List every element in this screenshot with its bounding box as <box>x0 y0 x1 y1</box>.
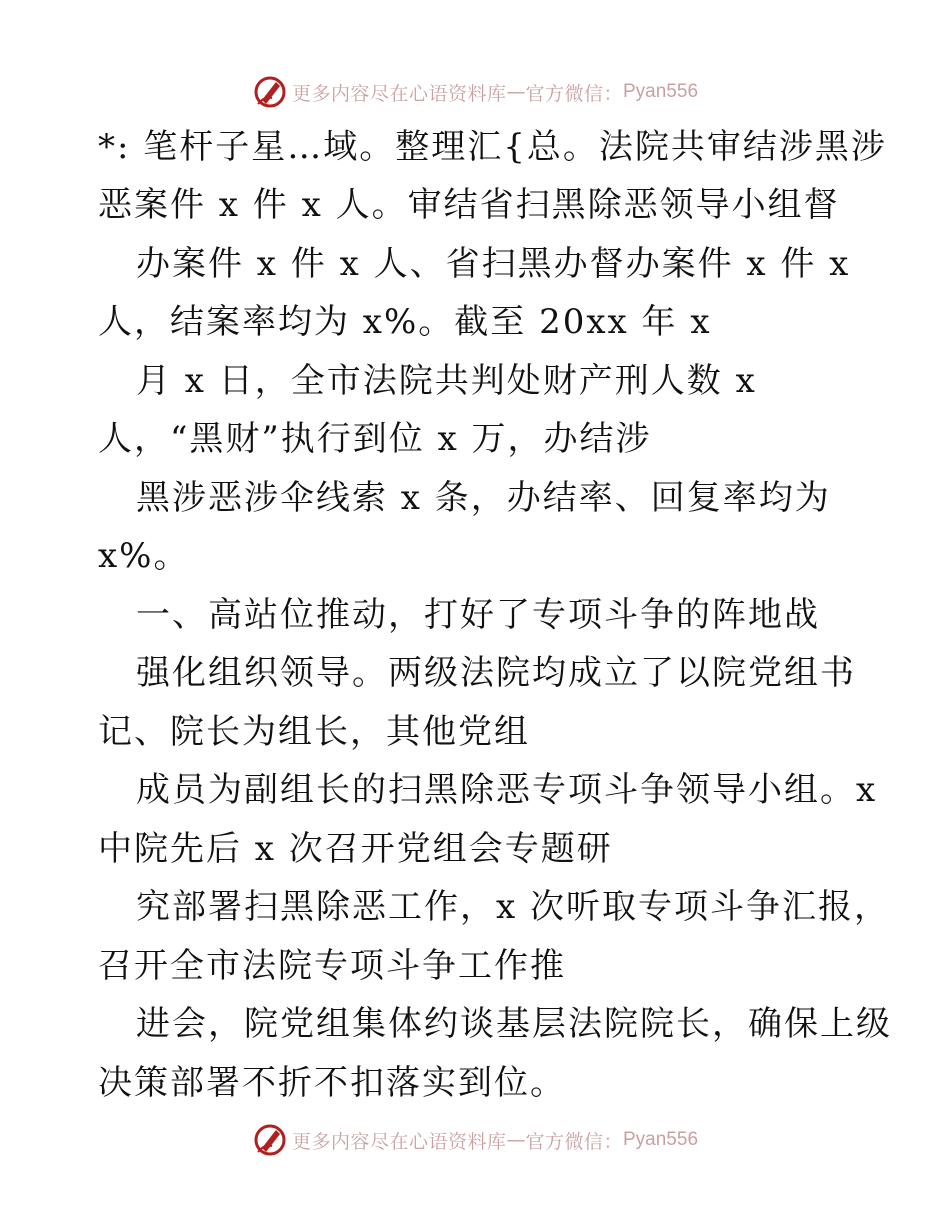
pen-logo-icon <box>252 1122 288 1158</box>
body-line-12: 成员为副组长的扫黑除恶专项斗争领导小组。x <box>136 770 878 810</box>
body-line-17: 决策部署不折不扣落实到位。 <box>98 1063 566 1103</box>
banner-wechat-label: 官方微信： <box>525 1130 623 1153</box>
body-line-8: x%。 <box>98 536 190 576</box>
banner-text: 更多内容尽在心语资料库 <box>291 82 507 105</box>
section-heading: 一、高站位推动，打好了专项斗争的阵地战 <box>136 595 820 635</box>
body-line-15: 召开全市法院专项斗争工作推 <box>98 946 566 986</box>
body-line-7: 黑涉恶涉伞线索 x 条，办结率、回复率均为 <box>136 478 831 518</box>
banner-wechat-label: 官方微信： <box>525 82 623 105</box>
pen-logo-icon <box>252 74 288 110</box>
body-line-16: 进会，院党组集体约谈基层法院院长，确保上级 <box>136 1004 892 1044</box>
body-line-3: 办案件 x 件 x 人、省扫黑办督办案件 x 件 x <box>136 244 851 284</box>
body-line-1: *: 笔杆子星…域。整理汇{总。法院共审结涉黑涉 <box>98 127 887 167</box>
body-line-10: 强化组织领导。两级法院均成立了以院党组书 <box>136 653 856 693</box>
banner-separator: — <box>506 1129 526 1151</box>
body-line-4: 人，结案率均为 x%。截至 20xx 年 x <box>98 302 712 342</box>
body-line-14: 究部署扫黑除恶工作，x 次听取专项斗争汇报， <box>136 887 890 927</box>
body-line-13: 中院先后 x 次召开党组会专题研 <box>98 829 613 869</box>
body-line-6: 人，“黑财”执行到位 x 万，办结涉 <box>98 419 652 459</box>
header-banner <box>0 72 950 112</box>
body-line-2: 恶案件 x 件 x 人。审结省扫黑除恶领导小组督 <box>98 185 840 225</box>
banner-wechat-id: Pyan556 <box>623 81 699 102</box>
banner-wechat-id: Pyan556 <box>623 1129 699 1150</box>
banner-separator: — <box>506 81 526 103</box>
body-line-11: 记、院长为组长，其他党组 <box>98 712 530 752</box>
body-line-5: 月 x 日，全市法院共判处财产刑人数 x <box>136 361 757 401</box>
banner-text: 更多内容尽在心语资料库 <box>291 1130 507 1153</box>
footer-banner <box>0 1120 950 1160</box>
